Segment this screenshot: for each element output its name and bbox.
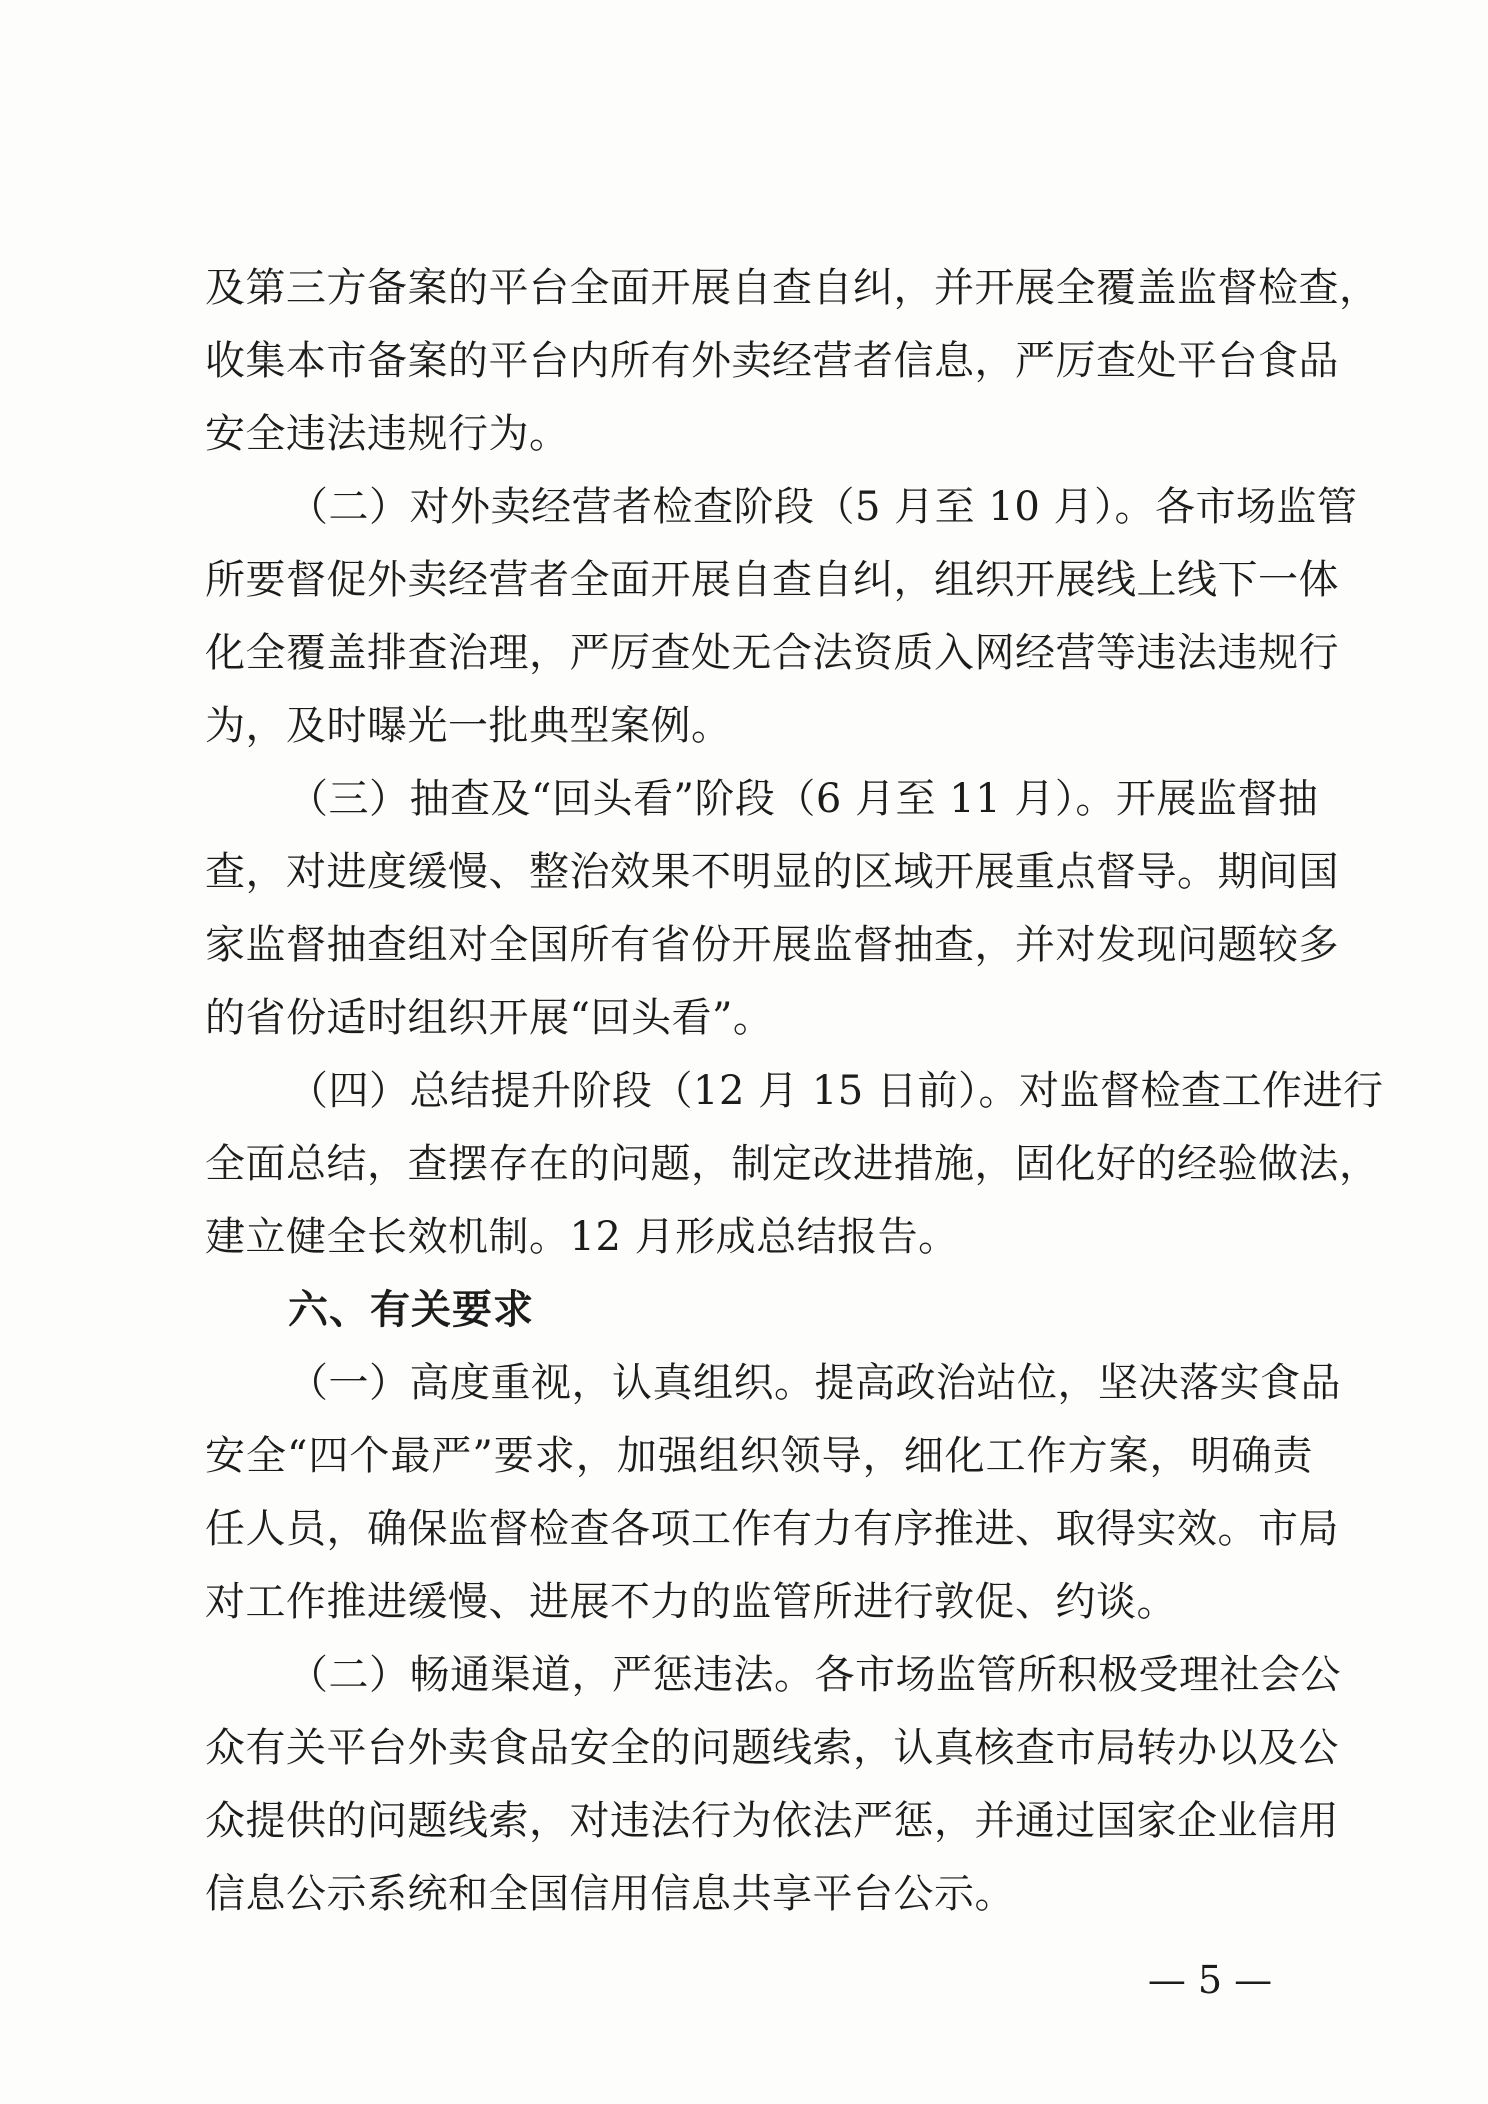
text-line: （二）畅通渠道，严惩违法。各市场监管所积极受理社会公 [288,1652,1341,1698]
text-line: （三）抽查及“回头看”阶段（6 月至 11 月）。开展监督抽 [288,776,1319,822]
text-line: （一）高度重视，认真组织。提高政治站位，坚决落实食品 [288,1360,1341,1406]
section-heading: 六、有关要求 [288,1287,534,1333]
page-number: — 5 — [1147,1958,1273,2002]
text-line: 所要督促外卖经营者全面开展自查自纠，组织开展线上线下一体 [205,557,1339,603]
text-line: 化全覆盖排查治理，严厉查处无合法资质入网经营等违法违规行 [205,630,1339,676]
text-line: 众提供的问题线索，对违法行为依法严惩，并通过国家企业信用 [205,1798,1339,1844]
text-line: 安全违法违规行为。 [205,411,570,457]
text-line: 建立健全长效机制。12 月形成总结报告。 [205,1214,959,1260]
document-body [205,252,1384,1931]
text-line: 信息公示系统和全国信用信息共享平台公示。 [205,1871,1015,1917]
text-line: （四）总结提升阶段（12 月 15 日前）。对监督检查工作进行 [288,1068,1384,1114]
text-line: 查，对进度缓慢、整治效果不明显的区域开展重点督导。期间国 [205,849,1339,895]
text-line: 为，及时曝光一批典型案例。 [205,703,732,749]
text-line: 任人员，确保监督检查各项工作有力有序推进、取得实效。市局 [205,1506,1339,1552]
text-line: 及第三方备案的平台全面开展自查自纠，并开展全覆盖监督检查， [205,265,1380,311]
text-line: （二）对外卖经营者检查阶段（5 月至 10 月）。各市场监管 [288,484,1358,530]
text-line: 收集本市备案的平台内所有外卖经营者信息，严厉查处平台食品 [205,338,1339,384]
text-line: 安全“四个最严”要求，加强组织领导，细化工作方案，明确责 [205,1433,1313,1479]
text-line: 众有关平台外卖食品安全的问题线索，认真核查市局转办以及公 [205,1725,1339,1771]
text-line: 家监督抽查组对全国所有省份开展监督抽查，并对发现问题较多 [205,922,1339,968]
text-line: 全面总结，查摆存在的问题，制定改进措施，固化好的经验做法， [205,1141,1380,1187]
text-line: 的省份适时组织开展“回头看”。 [205,995,774,1041]
text-line: 对工作推进缓慢、进展不力的监管所进行敦促、约谈。 [205,1579,1177,1625]
